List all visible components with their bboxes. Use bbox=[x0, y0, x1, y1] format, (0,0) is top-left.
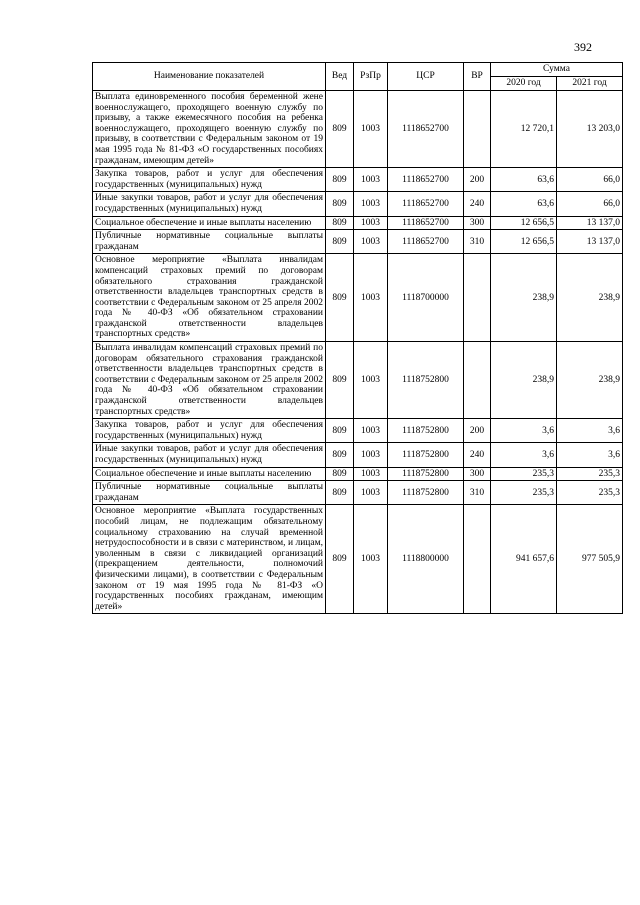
row-vr: 240 bbox=[464, 192, 491, 216]
row-csr: 1118652700 bbox=[388, 230, 464, 254]
row-name: Основное мероприятие «Выплата государственных пособий лицам, не подлежащим обязательному социальному страхованию на случай временной нетрудоспособности и в связи с материнством, и лицам, уволенным в связи с ликвидацией организаций (прекращением деятельности, полномочий физическими лицами), в соответствии с Федеральным законом от 19 мая 1995 года № 81-ФЗ «О государственных пособиях гражданам, имеющим детей» bbox=[93, 505, 326, 614]
row-rzpr: 1003 bbox=[354, 216, 388, 230]
table-row bbox=[93, 91, 623, 168]
row-rzpr: 1003 bbox=[354, 192, 388, 216]
header-name: Наименование показателей bbox=[93, 63, 326, 91]
row-name: Публичные нормативные социальные выплаты гражданам bbox=[93, 230, 326, 254]
table-row bbox=[93, 216, 623, 230]
row-vr: 200 bbox=[464, 419, 491, 443]
row-rzpr: 1003 bbox=[354, 91, 388, 168]
row-rzpr: 1003 bbox=[354, 443, 388, 467]
row-ved: 809 bbox=[326, 342, 354, 419]
row-csr: 1118652700 bbox=[388, 216, 464, 230]
row-csr: 1118752800 bbox=[388, 443, 464, 467]
row-csr: 1118752800 bbox=[388, 419, 464, 443]
row-name: Выплата инвалидам компенсаций страховых премий по договорам обязательного страхования гражданской ответственности владельцев транспортных средств в соответствии с Федеральным законом от 25 апреля 2002 года № 40-ФЗ «Об обязательном страховании гражданской ответственности владельцев транспортных средств» bbox=[93, 342, 326, 419]
row-csr: 1118800000 bbox=[388, 505, 464, 614]
row-vr bbox=[464, 91, 491, 168]
row-vr: 240 bbox=[464, 443, 491, 467]
row-sum-2020: 235,3 bbox=[491, 481, 557, 505]
row-rzpr: 1003 bbox=[354, 168, 388, 192]
row-name: Публичные нормативные социальные выплаты гражданам bbox=[93, 481, 326, 505]
table-row bbox=[93, 192, 623, 216]
row-csr: 1118752800 bbox=[388, 467, 464, 481]
row-ved: 809 bbox=[326, 216, 354, 230]
row-sum-2020: 12 720,1 bbox=[491, 91, 557, 168]
row-ved: 809 bbox=[326, 505, 354, 614]
row-rzpr: 1003 bbox=[354, 254, 388, 342]
row-vr bbox=[464, 342, 491, 419]
row-sum-2020: 941 657,6 bbox=[491, 505, 557, 614]
header-vr: ВР bbox=[464, 63, 491, 91]
row-sum-2020: 63,6 bbox=[491, 168, 557, 192]
row-sum-2020: 3,6 bbox=[491, 443, 557, 467]
row-name: Закупка товаров, работ и услуг для обеспечения государственных (муниципальных) нужд bbox=[93, 168, 326, 192]
row-sum-2021: 3,6 bbox=[557, 443, 623, 467]
row-vr bbox=[464, 505, 491, 614]
table-row bbox=[93, 342, 623, 419]
row-sum-2020: 12 656,5 bbox=[491, 216, 557, 230]
row-name: Иные закупки товаров, работ и услуг для обеспечения государственных (муниципальных) нужд bbox=[93, 443, 326, 467]
row-sum-2021: 13 203,0 bbox=[557, 91, 623, 168]
row-ved: 809 bbox=[326, 481, 354, 505]
table-row bbox=[93, 419, 623, 443]
row-sum-2020: 12 656,5 bbox=[491, 230, 557, 254]
row-vr: 300 bbox=[464, 467, 491, 481]
header-sum: Сумма bbox=[491, 63, 623, 77]
row-name: Основное мероприятие «Выплата инвалидам компенсаций страховых премий по договорам обязательного страхования гражданской ответственности владельцев транспортных средств в соответствии с Федеральным законом от 25 апреля 2002 года № 40-ФЗ «Об обязательном страховании гражданской ответственности владельцев транспортных средств» bbox=[93, 254, 326, 342]
header-ved: Вед bbox=[326, 63, 354, 91]
table-row bbox=[93, 443, 623, 467]
row-csr: 1118752800 bbox=[388, 342, 464, 419]
row-sum-2020: 238,9 bbox=[491, 342, 557, 419]
row-vr: 310 bbox=[464, 481, 491, 505]
row-sum-2020: 238,9 bbox=[491, 254, 557, 342]
row-csr: 1118752800 bbox=[388, 481, 464, 505]
table-row bbox=[93, 230, 623, 254]
row-name: Выплата единовременного пособия беременной жене военнослужащего, проходящего военную службу по призыву, а также ежемесячного пособия на ребенка военнослужащего, проходящего военную службу по призыву, в соответствии с Федеральным законом от 19 мая 1995 года № 81-ФЗ «О государственных пособиях гражданам, имеющим детей» bbox=[93, 91, 326, 168]
table-row bbox=[93, 481, 623, 505]
row-rzpr: 1003 bbox=[354, 467, 388, 481]
row-rzpr: 1003 bbox=[354, 419, 388, 443]
header-year-2020: 2020 год bbox=[491, 77, 557, 91]
row-csr: 1118652700 bbox=[388, 168, 464, 192]
row-sum-2021: 66,0 bbox=[557, 168, 623, 192]
row-ved: 809 bbox=[326, 91, 354, 168]
row-sum-2021: 235,3 bbox=[557, 481, 623, 505]
row-sum-2020: 235,3 bbox=[491, 467, 557, 481]
table-row bbox=[93, 168, 623, 192]
row-sum-2020: 63,6 bbox=[491, 192, 557, 216]
row-csr: 1118652700 bbox=[388, 91, 464, 168]
row-vr: 300 bbox=[464, 216, 491, 230]
header-rzpr: РзПр bbox=[354, 63, 388, 91]
row-sum-2021: 13 137,0 bbox=[557, 230, 623, 254]
header-year-2021: 2021 год bbox=[557, 77, 623, 91]
row-sum-2021: 238,9 bbox=[557, 342, 623, 419]
row-csr: 1118700000 bbox=[388, 254, 464, 342]
row-name: Социальное обеспечение и иные выплаты населению bbox=[93, 216, 326, 230]
page-number: 392 bbox=[574, 40, 592, 54]
row-name: Социальное обеспечение и иные выплаты населению bbox=[93, 467, 326, 481]
row-vr bbox=[464, 254, 491, 342]
header-csr: ЦСР bbox=[388, 63, 464, 91]
row-rzpr: 1003 bbox=[354, 230, 388, 254]
row-rzpr: 1003 bbox=[354, 505, 388, 614]
row-ved: 809 bbox=[326, 168, 354, 192]
row-ved: 809 bbox=[326, 192, 354, 216]
row-rzpr: 1003 bbox=[354, 342, 388, 419]
row-ved: 809 bbox=[326, 230, 354, 254]
row-sum-2021: 66,0 bbox=[557, 192, 623, 216]
row-sum-2021: 3,6 bbox=[557, 419, 623, 443]
row-ved: 809 bbox=[326, 419, 354, 443]
row-vr: 200 bbox=[464, 168, 491, 192]
row-rzpr: 1003 bbox=[354, 481, 388, 505]
row-sum-2021: 238,9 bbox=[557, 254, 623, 342]
row-sum-2021: 977 505,9 bbox=[557, 505, 623, 614]
row-name: Иные закупки товаров, работ и услуг для обеспечения государственных (муниципальных) нужд bbox=[93, 192, 326, 216]
table-row bbox=[93, 254, 623, 342]
row-sum-2020: 3,6 bbox=[491, 419, 557, 443]
row-ved: 809 bbox=[326, 254, 354, 342]
table-row bbox=[93, 505, 623, 614]
row-name: Закупка товаров, работ и услуг для обеспечения государственных (муниципальных) нужд bbox=[93, 419, 326, 443]
row-vr: 310 bbox=[464, 230, 491, 254]
row-ved: 809 bbox=[326, 443, 354, 467]
row-csr: 1118652700 bbox=[388, 192, 464, 216]
row-sum-2021: 13 137,0 bbox=[557, 216, 623, 230]
row-sum-2021: 235,3 bbox=[557, 467, 623, 481]
budget-table bbox=[92, 62, 623, 614]
row-ved: 809 bbox=[326, 467, 354, 481]
table-row bbox=[93, 467, 623, 481]
